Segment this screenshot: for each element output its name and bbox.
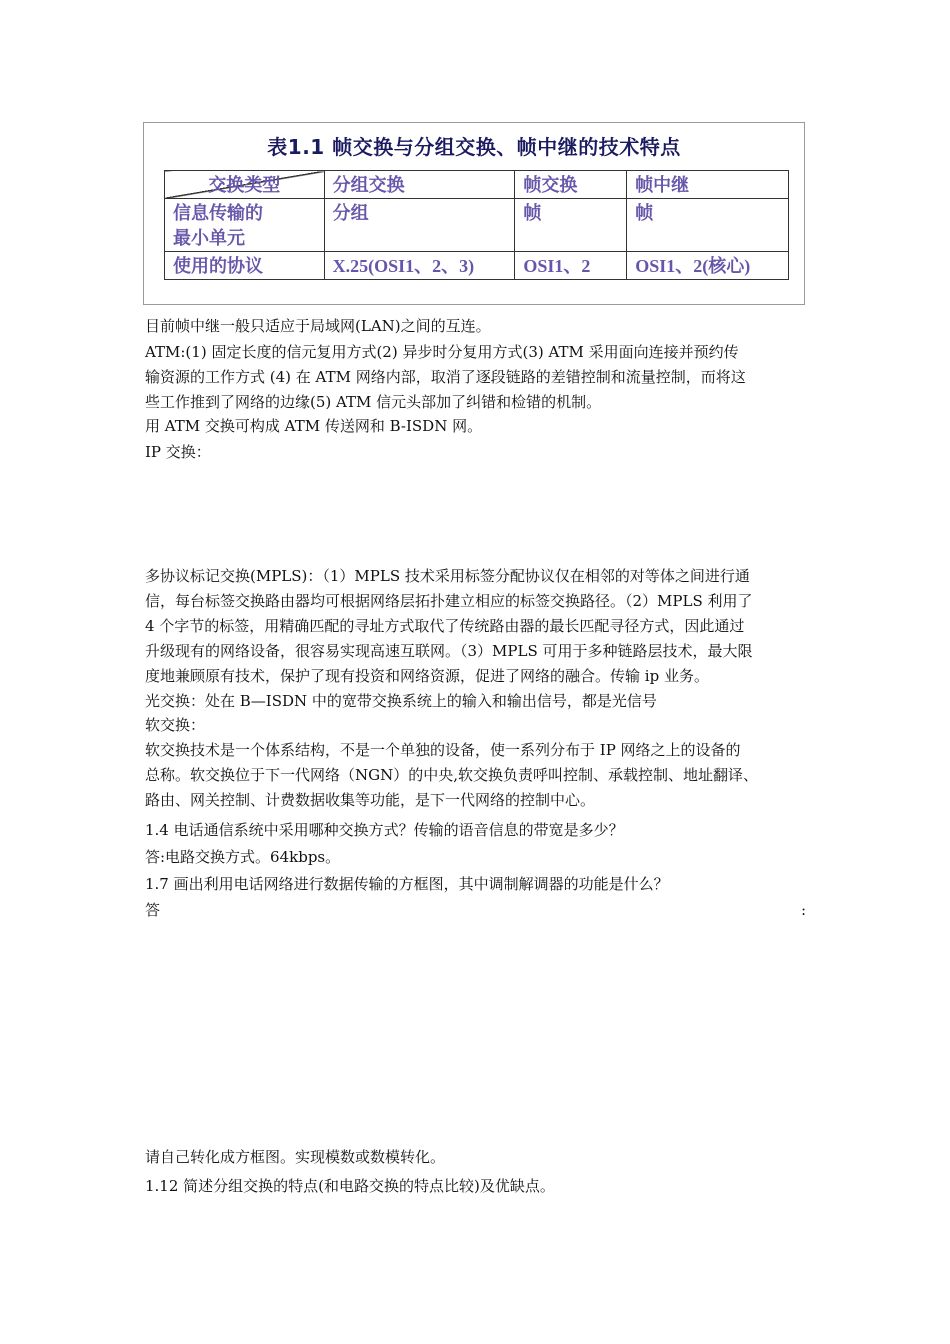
table-row (165, 199, 789, 252)
question-1-12: 1.12 简述分组交换的特点(和电路交换的特点比较)及优缺点。 (145, 1177, 555, 1195)
paragraph-atm-line: ATM:(1) 固定长度的信元复用方式(2) 异步时分复用方式(3) ATM 采用面向连接并预约传 (145, 343, 739, 361)
paragraph-softswitch-line: 总称。软交换位于下一代网络（NGN）的中央,软交换负责呼叫控制、承载控制、地址翻译、 (145, 766, 759, 784)
paragraph-softswitch-heading: 软交换： (145, 716, 206, 734)
row-label-line: 信息传输的 (173, 203, 263, 224)
paragraph-softswitch-line: 软交换技术是一个体系结构，不是一个单独的设备，使一系列分布于 IP 网络之上的设备的 (145, 741, 741, 759)
answer-1-7-colon: : (801, 901, 807, 919)
paragraph-frame-relay: 目前帧中继一般只适应于局域网(LAN)之间的互连。 (145, 317, 491, 335)
table-cell: OSI1、2 (515, 252, 627, 280)
question-1-7: 1.7 画出利用电话网络进行数据传输的方框图，其中调制解调器的功能是什么？ (145, 875, 669, 893)
row-label-protocol: 使用的协议 (165, 252, 325, 280)
row-label-min-unit (165, 199, 325, 252)
table-cell: OSI1、2(核心) (627, 252, 789, 280)
paragraph-mpls-line: 升级现有的网络设备，很容易实现高速互联网。（3）MPLS 可用于多种链路层技术，最大限 (145, 642, 753, 660)
tech-feature-table (164, 170, 789, 280)
paragraph-mpls-line: 4 个字节的标签，用精确匹配的寻址方式取代了传统路由器的最长匹配寻径方式，因此通过 (145, 617, 745, 635)
paragraph-ip-switching: IP 交换： (145, 443, 211, 461)
table-cell: 帧 (515, 199, 627, 252)
paragraph-atm-line: 输资源的工作方式 (4) 在 ATM 网络内部，取消了逐段链路的差错控制和流量控制，而将这 (145, 368, 746, 386)
table-cell: X.25(OSI1、2、3) (324, 252, 515, 280)
question-1-4: 1.4 电话通信系统中采用哪种交换方式？传输的语音信息的带宽是多少？ (145, 821, 624, 839)
paragraph-optical: 光交换：处在 B—ISDN 中的宽带交换系统上的输入和输出信号，都是光信号 (145, 692, 657, 710)
paragraph-mpls-line: 多协议标记交换(MPLS)：（1）MPLS 技术采用标签分配协议仅在相邻的对等体之间进行通 (145, 567, 750, 585)
answer-1-4: 答:电路交换方式。64kbps。 (145, 848, 341, 866)
paragraph-mpls-line: 度地兼顾原有技术，保护了现有投资和网络资源，促进了网络的融合。传输 ip 业务。 (145, 667, 709, 685)
header-cell-type: 交换类型 (165, 171, 325, 199)
paragraph-softswitch-line: 路由、网关控制、计费数据收集等功能，是下一代网络的控制中心。 (145, 791, 596, 809)
table-cell: 帧 (627, 199, 789, 252)
header-cell-packet: 分组交换 (324, 171, 515, 199)
paragraph-atm-network: 用 ATM 交换可构成 ATM 传送网和 B-ISDN 网。 (145, 417, 483, 435)
figure-title: 表1.1 帧交换与分组交换、帧中继的技术特点 (267, 135, 681, 159)
table-header-row (165, 171, 789, 199)
header-cell-frame: 帧交换 (515, 171, 627, 199)
answer-1-7-label: 答 (145, 901, 161, 919)
answer-1-7-text: 请自己转化成方框图。实现模数或数模转化。 (145, 1148, 446, 1166)
paragraph-mpls-line: 信，每台标签交换路由器均可根据网络层拓扑建立相应的标签交换路径。（2）MPLS 利用了 (145, 592, 753, 610)
table-cell: 分组 (324, 199, 515, 252)
table-figure (143, 122, 805, 305)
header-cell-frame-relay: 帧中继 (627, 171, 789, 199)
table-row (165, 252, 789, 280)
paragraph-atm-line: 些工作推到了网络的边缘(5) ATM 信元头部加了纠错和检错的机制。 (145, 393, 602, 411)
row-label-line: 最小单元 (173, 228, 245, 249)
